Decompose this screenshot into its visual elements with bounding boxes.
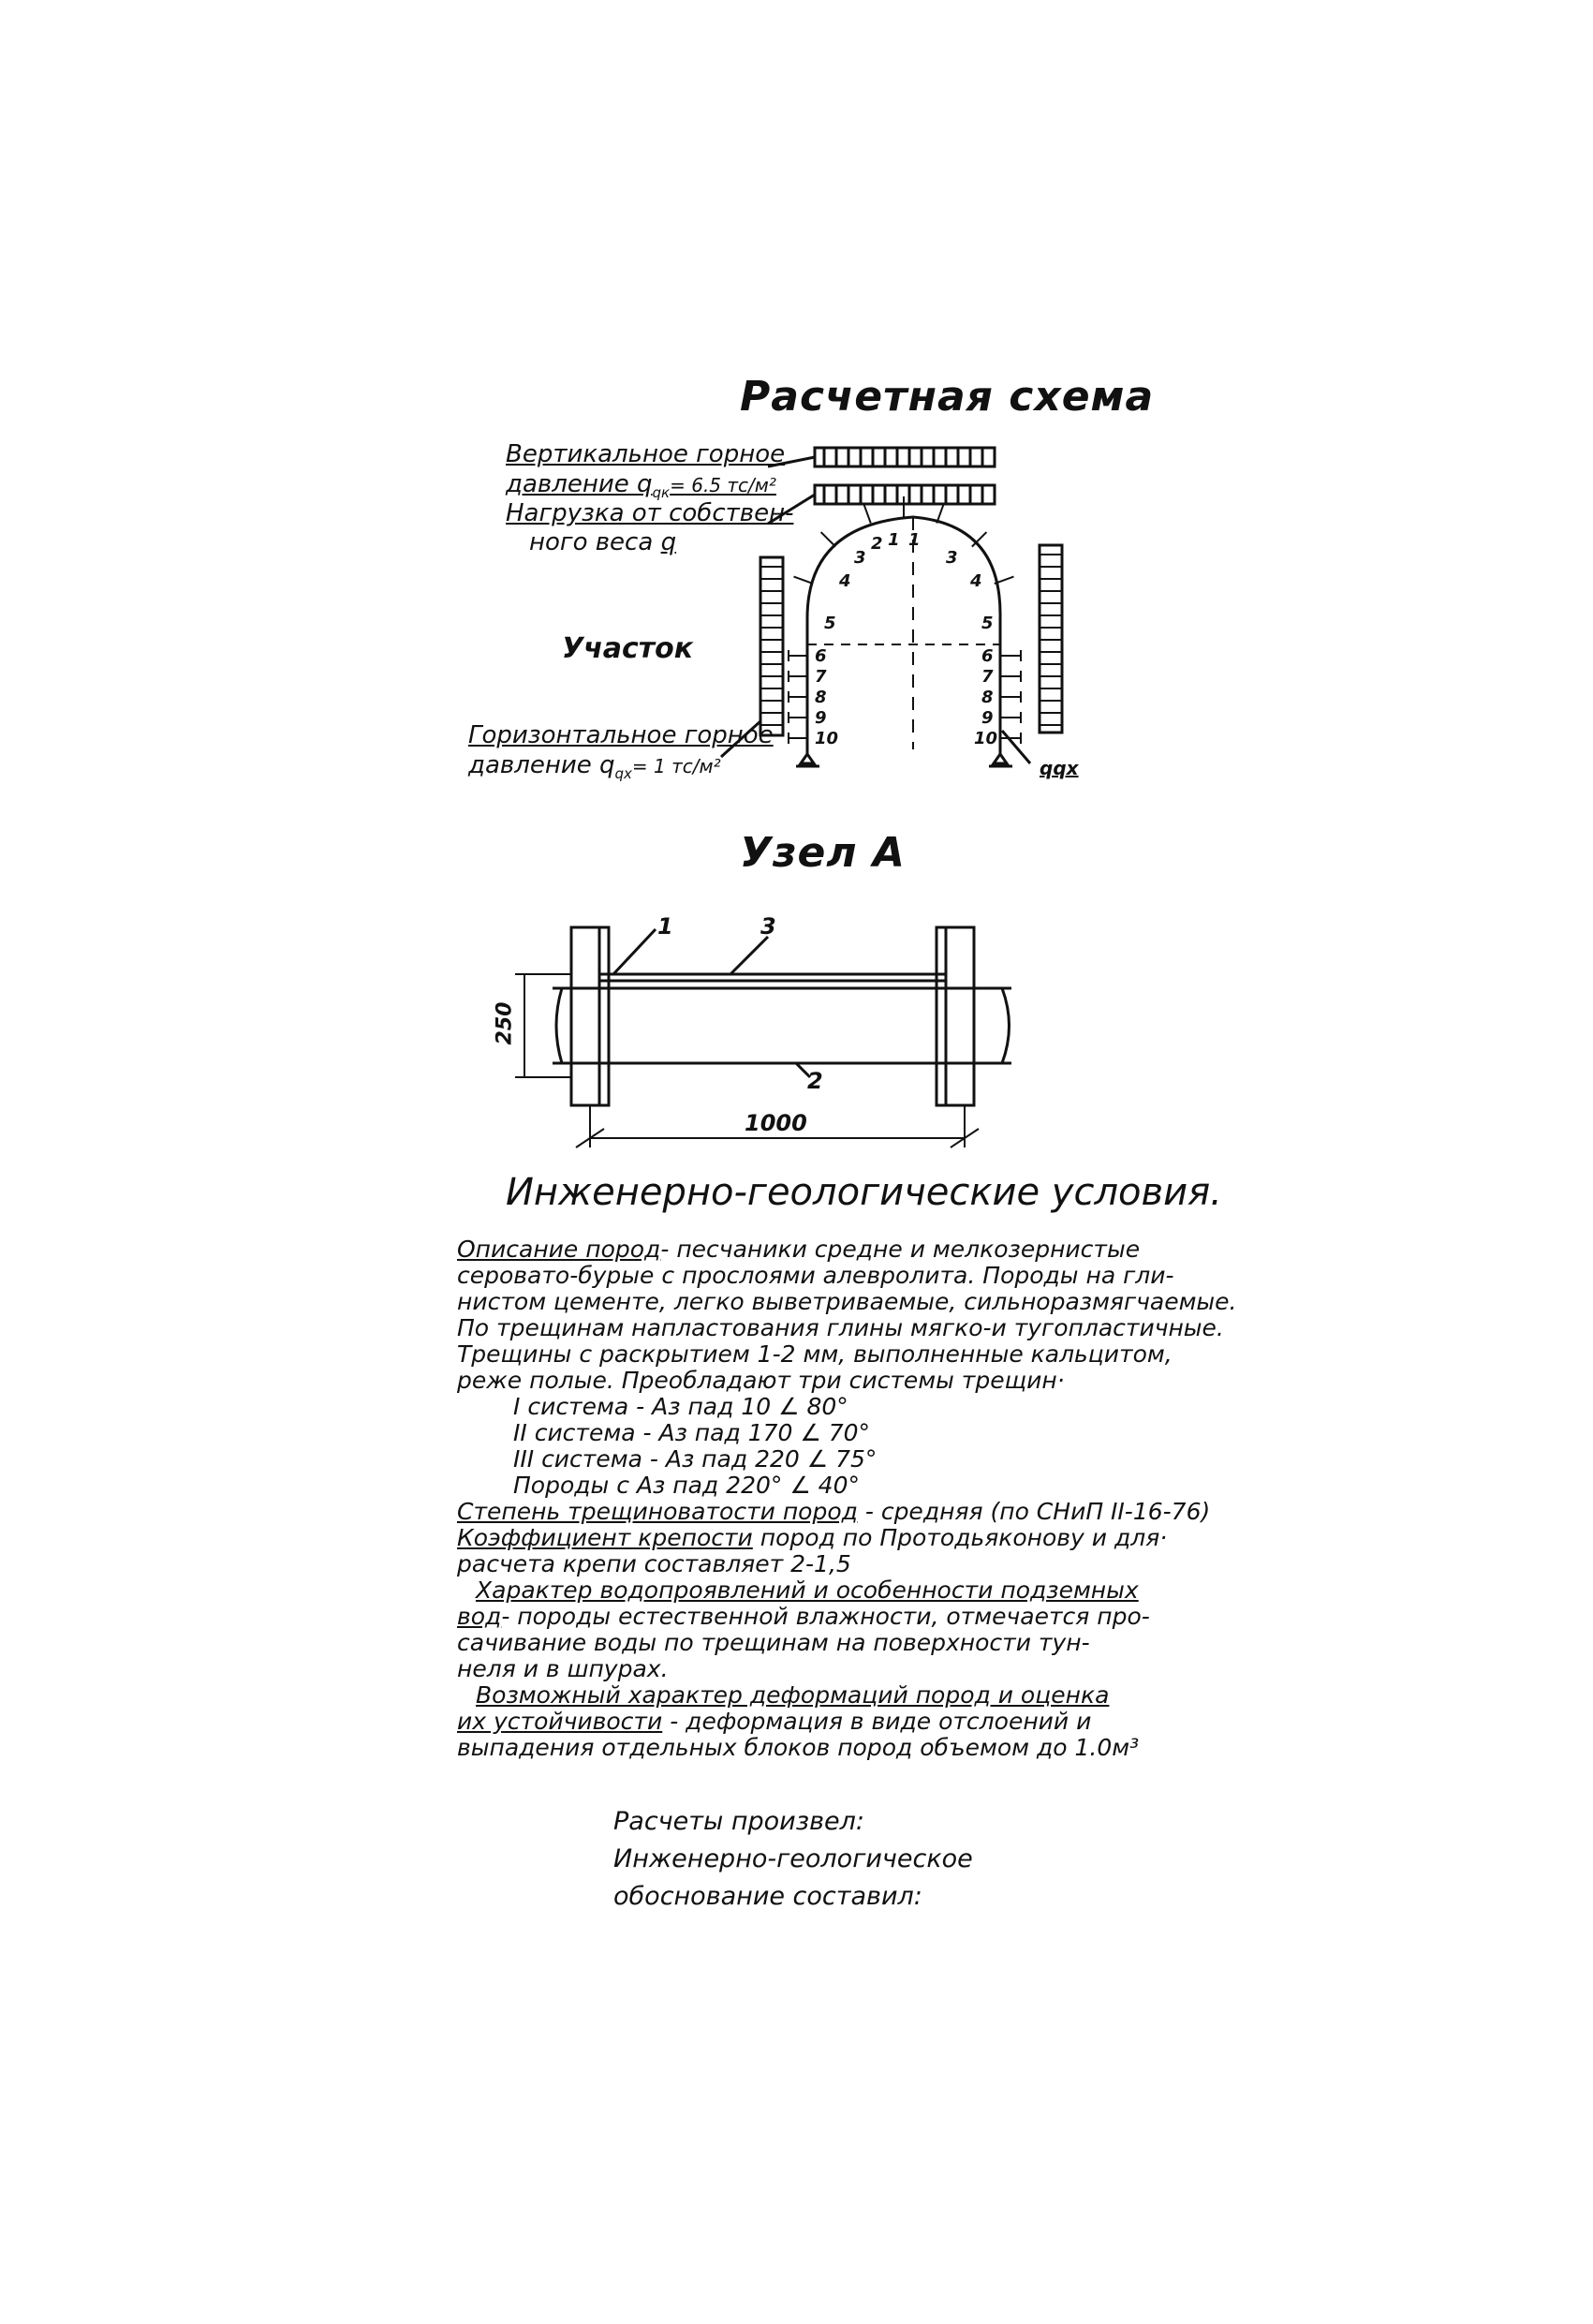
signatures xyxy=(613,1803,973,1916)
vertical-pressure-line2: давление q xyxy=(506,470,653,498)
water-heading1: Характер водопроявлений и особенности подземных xyxy=(476,1576,1139,1604)
scheme-node-number: 4 xyxy=(839,571,851,591)
rocks-line4: По трещинам напластования глины мягко-и тугопластичные. xyxy=(457,1314,1224,1341)
self-weight-line1: Нагрузка от собствен- xyxy=(506,499,794,527)
deform-text2: выпадения отдельных блоков пород объемом до 1.0м³ xyxy=(457,1734,1140,1761)
scheme-node-number: 9 xyxy=(815,708,827,728)
geology-title: Инженерно-геологические условия. xyxy=(506,1171,1222,1214)
section-label: Участок xyxy=(562,632,694,665)
vertical-pressure-line1: Вертикальное горное xyxy=(506,440,786,468)
callout-2: 2 xyxy=(807,1068,823,1094)
tunnel-arch xyxy=(807,517,1000,618)
scheme-node-number: 8 xyxy=(815,688,827,707)
scheme-node-number: 8 xyxy=(981,688,994,707)
rocks-line5: Трещины с раскрытием 1-2 мм, выполненные кальцитом, xyxy=(457,1340,1173,1368)
scheme-node-number: 3 xyxy=(854,548,866,568)
vertical-pressure-sub: qк xyxy=(652,484,671,502)
system-3: III система - Аз пад 220 ∠ 75° xyxy=(513,1445,878,1473)
rocks-line1: - песчаники средне и мелкозернистые xyxy=(660,1236,1141,1263)
strength-text2: расчета крепи составляет 2-1,5 xyxy=(457,1550,851,1577)
rocks-heading: Описание пород xyxy=(457,1236,661,1263)
dim-width: 1000 xyxy=(745,1110,807,1136)
deform-heading1: Возможный характер деформаций пород и оценка xyxy=(476,1681,1110,1709)
geo-signature-line1: Инженерно-геологическое xyxy=(613,1844,973,1873)
scheme-node-number: 10 xyxy=(815,729,839,748)
scheme-node-number: 5 xyxy=(981,614,994,633)
geo-signature-line2: обоснование составил: xyxy=(613,1882,922,1911)
water-text1: - породы естественной влажности, отмечается про- xyxy=(501,1603,1150,1630)
geology-text xyxy=(457,1236,1237,1761)
callout-1: 1 xyxy=(657,913,673,940)
scheme-node-number: 4 xyxy=(970,571,982,591)
scheme-node-number: 5 xyxy=(824,614,836,633)
system-4: Породы с Аз пад 220° ∠ 40° xyxy=(513,1472,860,1499)
callout-3: 3 xyxy=(760,913,776,940)
scheme-title: Расчетная схема xyxy=(740,373,1155,421)
scheme-node-number: 10 xyxy=(974,729,998,748)
strength-heading: Коэффициент крепости xyxy=(457,1524,753,1551)
node-title: Узел А xyxy=(740,829,906,877)
scheme-node-number: 7 xyxy=(815,667,827,687)
scheme-node-number: 9 xyxy=(981,708,994,728)
scheme-node-number: 2 xyxy=(871,534,883,554)
horizontal-pressure-number: = 1 тс/м² xyxy=(631,755,721,777)
deform-text1: - деформация в виде отслоений и xyxy=(662,1708,1092,1735)
water-text3: неля и в шпурах. xyxy=(457,1655,669,1682)
fracture-text: - средняя (по СНиП II-16-76) xyxy=(857,1498,1211,1525)
left-pressure-column xyxy=(760,557,783,735)
horizontal-pressure-line2: давление q xyxy=(468,751,615,779)
system-2: II система - Аз пад 170 ∠ 70° xyxy=(513,1419,871,1446)
vertical-load-bar xyxy=(815,448,995,466)
rocks-line6: реже полые. Преобладают три системы трещин· xyxy=(457,1367,1065,1394)
horizontal-pressure-line1: Горизонтальное горное xyxy=(468,721,774,749)
scheme-node-number: 6 xyxy=(815,646,827,666)
scheme-node-number: 3 xyxy=(946,548,958,568)
fracture-heading: Степень трещиноватости пород xyxy=(457,1498,858,1525)
self-weight-line2: ного веса xyxy=(529,528,654,556)
scheme-node-number: 1 xyxy=(888,530,900,550)
water-heading2: вод xyxy=(457,1603,502,1630)
rocks-line2: серовато-бурые с прослоями алевролита. Породы на гли- xyxy=(457,1262,1174,1289)
self-weight-symbol: q xyxy=(660,528,677,556)
system-1: I система - Аз пад 10 ∠ 80° xyxy=(513,1393,848,1420)
water-text2: сачивание воды по трещинам на поверхности тун- xyxy=(457,1629,1090,1656)
deform-heading2: их устойчивости xyxy=(457,1708,663,1735)
right-pressure-label: qqх xyxy=(1040,757,1079,779)
calc-signature: Расчеты произвел: xyxy=(613,1807,864,1836)
horizontal-pressure-sub: qх xyxy=(614,765,632,783)
vertical-pressure-number: = 6.5 тс/м² xyxy=(670,474,776,496)
scheme-node-number: 1 xyxy=(908,530,921,550)
strength-text1: пород по Протодьяконову и для· xyxy=(752,1524,1168,1551)
scheme-node-number: 7 xyxy=(981,667,994,687)
dim-height: 250 xyxy=(493,1001,517,1045)
scheme-node-number: 6 xyxy=(981,646,994,666)
rocks-line3: нистом цементе, легко выветриваемые, сильноразмягчаемые. xyxy=(457,1288,1237,1315)
